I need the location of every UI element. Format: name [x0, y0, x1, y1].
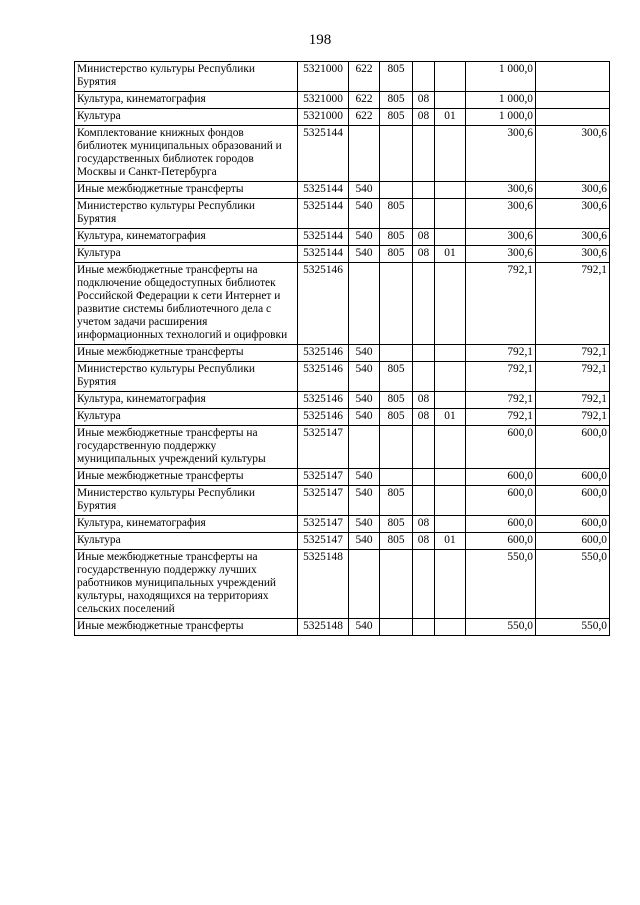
row-admin-code — [380, 182, 413, 199]
row-amount-2: 300,6 — [536, 182, 610, 199]
row-target-code: 5325144 — [298, 126, 349, 182]
row-expense-type: 540 — [349, 246, 380, 263]
row-admin-code — [380, 345, 413, 362]
row-expense-type: 540 — [349, 619, 380, 636]
row-section-code — [413, 345, 435, 362]
row-admin-code — [380, 426, 413, 469]
row-section-code — [413, 550, 435, 619]
row-admin-code: 805 — [380, 229, 413, 246]
row-section-code — [413, 426, 435, 469]
row-expense-type — [349, 126, 380, 182]
row-section-code: 08 — [413, 516, 435, 533]
row-amount-1: 550,0 — [466, 550, 536, 619]
table-row — [75, 182, 610, 199]
row-subsection-code — [435, 126, 466, 182]
table-row — [75, 619, 610, 636]
table-row — [75, 392, 610, 409]
row-target-code: 5325146 — [298, 392, 349, 409]
row-section-code: 08 — [413, 92, 435, 109]
row-expense-type: 540 — [349, 533, 380, 550]
row-name: Культура, кинематография — [75, 516, 298, 533]
row-name: Культура, кинематография — [75, 229, 298, 246]
row-expense-type — [349, 550, 380, 619]
row-subsection-code — [435, 619, 466, 636]
table-row — [75, 516, 610, 533]
row-admin-code: 805 — [380, 92, 413, 109]
row-amount-1: 600,0 — [466, 486, 536, 516]
row-name: Министерство культуры Республики Бурятия — [75, 486, 298, 516]
row-subsection-code — [435, 550, 466, 619]
row-amount-1: 550,0 — [466, 619, 536, 636]
row-expense-type — [349, 426, 380, 469]
row-target-code: 5325144 — [298, 246, 349, 263]
row-target-code: 5325148 — [298, 619, 349, 636]
row-section-code — [413, 619, 435, 636]
row-amount-1: 300,6 — [466, 246, 536, 263]
row-amount-2: 550,0 — [536, 619, 610, 636]
row-admin-code: 805 — [380, 409, 413, 426]
row-amount-1: 792,1 — [466, 362, 536, 392]
row-expense-type: 540 — [349, 362, 380, 392]
row-name: Министерство культуры Республики Бурятия — [75, 199, 298, 229]
row-amount-2: 300,6 — [536, 229, 610, 246]
row-amount-2: 550,0 — [536, 550, 610, 619]
row-subsection-code — [435, 486, 466, 516]
row-subsection-code — [435, 229, 466, 246]
row-target-code: 5325147 — [298, 533, 349, 550]
row-amount-1: 600,0 — [466, 533, 536, 550]
row-admin-code: 805 — [380, 109, 413, 126]
row-name: Иные межбюджетные трансферты на подключение общедоступных библиотек Российской Федерации к сети Интернет и развитие системы библиотечного дела с учетом задачи расширения информационных технологий и оцифровки — [75, 263, 298, 345]
row-section-code: 08 — [413, 229, 435, 246]
row-amount-2: 600,0 — [536, 469, 610, 486]
row-target-code: 5325146 — [298, 362, 349, 392]
table-row — [75, 469, 610, 486]
row-section-code — [413, 62, 435, 92]
row-amount-1: 300,6 — [466, 199, 536, 229]
row-expense-type: 622 — [349, 109, 380, 126]
row-subsection-code — [435, 392, 466, 409]
row-target-code: 5325146 — [298, 263, 349, 345]
row-amount-1: 300,6 — [466, 182, 536, 199]
row-target-code: 5325147 — [298, 516, 349, 533]
row-subsection-code — [435, 92, 466, 109]
row-subsection-code — [435, 516, 466, 533]
row-amount-1: 300,6 — [466, 126, 536, 182]
row-target-code: 5325147 — [298, 469, 349, 486]
row-expense-type: 540 — [349, 486, 380, 516]
table-row — [75, 62, 610, 92]
budget-table — [74, 61, 610, 636]
table-row — [75, 486, 610, 516]
table-row — [75, 533, 610, 550]
row-subsection-code: 01 — [435, 409, 466, 426]
row-amount-2 — [536, 109, 610, 126]
row-target-code: 5321000 — [298, 109, 349, 126]
row-name: Иные межбюджетные трансферты на государственную поддержку муниципальных учреждений культуры — [75, 426, 298, 469]
row-section-code — [413, 362, 435, 392]
row-subsection-code — [435, 182, 466, 199]
row-subsection-code — [435, 345, 466, 362]
row-admin-code — [380, 126, 413, 182]
row-admin-code: 805 — [380, 362, 413, 392]
row-target-code: 5321000 — [298, 92, 349, 109]
row-admin-code: 805 — [380, 533, 413, 550]
row-expense-type: 540 — [349, 409, 380, 426]
row-amount-2 — [536, 92, 610, 109]
row-section-code — [413, 486, 435, 516]
row-subsection-code: 01 — [435, 533, 466, 550]
row-amount-1: 1 000,0 — [466, 62, 536, 92]
row-amount-2 — [536, 62, 610, 92]
table-row — [75, 409, 610, 426]
row-target-code: 5325144 — [298, 229, 349, 246]
row-expense-type: 540 — [349, 229, 380, 246]
row-amount-1: 600,0 — [466, 469, 536, 486]
row-expense-type: 540 — [349, 199, 380, 229]
row-admin-code: 805 — [380, 246, 413, 263]
row-section-code: 08 — [413, 246, 435, 263]
table-row — [75, 92, 610, 109]
table-row — [75, 109, 610, 126]
row-section-code — [413, 182, 435, 199]
row-amount-2: 792,1 — [536, 345, 610, 362]
budget-table-body — [75, 62, 610, 636]
row-expense-type: 540 — [349, 392, 380, 409]
row-amount-2: 600,0 — [536, 426, 610, 469]
row-amount-1: 600,0 — [466, 516, 536, 533]
row-name: Иные межбюджетные трансферты на государственную поддержку лучших работников муниципальных учреждений культуры, находящихся на территориях сельских поселений — [75, 550, 298, 619]
row-admin-code — [380, 469, 413, 486]
row-admin-code: 805 — [380, 392, 413, 409]
table-row — [75, 126, 610, 182]
row-section-code — [413, 263, 435, 345]
row-amount-1: 792,1 — [466, 409, 536, 426]
row-section-code: 08 — [413, 109, 435, 126]
row-admin-code — [380, 263, 413, 345]
row-target-code: 5321000 — [298, 62, 349, 92]
table-row — [75, 229, 610, 246]
row-name: Иные межбюджетные трансферты — [75, 345, 298, 362]
row-subsection-code — [435, 62, 466, 92]
row-subsection-code — [435, 469, 466, 486]
row-section-code: 08 — [413, 533, 435, 550]
row-target-code: 5325147 — [298, 426, 349, 469]
table-row — [75, 362, 610, 392]
row-subsection-code: 01 — [435, 109, 466, 126]
row-amount-1: 1 000,0 — [466, 92, 536, 109]
row-target-code: 5325147 — [298, 486, 349, 516]
page-number: 198 — [308, 32, 332, 48]
row-expense-type: 540 — [349, 469, 380, 486]
row-name: Культура — [75, 109, 298, 126]
table-row — [75, 345, 610, 362]
row-amount-1: 1 000,0 — [466, 109, 536, 126]
row-expense-type: 622 — [349, 92, 380, 109]
row-amount-1: 600,0 — [466, 426, 536, 469]
row-amount-2: 300,6 — [536, 126, 610, 182]
row-name: Культура — [75, 246, 298, 263]
row-expense-type: 540 — [349, 182, 380, 199]
row-amount-2: 792,1 — [536, 362, 610, 392]
row-admin-code: 805 — [380, 486, 413, 516]
row-expense-type: 540 — [349, 345, 380, 362]
row-subsection-code — [435, 362, 466, 392]
table-row — [75, 426, 610, 469]
row-amount-2: 300,6 — [536, 199, 610, 229]
row-target-code: 5325144 — [298, 199, 349, 229]
row-amount-2: 300,6 — [536, 246, 610, 263]
row-admin-code: 805 — [380, 516, 413, 533]
row-admin-code: 805 — [380, 199, 413, 229]
row-subsection-code — [435, 263, 466, 345]
row-amount-2: 600,0 — [536, 533, 610, 550]
row-admin-code — [380, 619, 413, 636]
table-row — [75, 263, 610, 345]
row-name: Комплектование книжных фондов библиотек муниципальных образований и государственных библиотек городов Москвы и Санкт-Петербурга — [75, 126, 298, 182]
row-subsection-code — [435, 199, 466, 229]
row-name: Культура, кинематография — [75, 92, 298, 109]
row-section-code: 08 — [413, 409, 435, 426]
row-name: Культура — [75, 533, 298, 550]
row-amount-1: 300,6 — [466, 229, 536, 246]
row-name: Министерство культуры Республики Бурятия — [75, 362, 298, 392]
row-amount-2: 792,1 — [536, 409, 610, 426]
row-name: Иные межбюджетные трансферты — [75, 469, 298, 486]
row-section-code — [413, 469, 435, 486]
row-admin-code — [380, 550, 413, 619]
row-expense-type — [349, 263, 380, 345]
row-section-code — [413, 199, 435, 229]
table-row — [75, 550, 610, 619]
row-admin-code: 805 — [380, 62, 413, 92]
row-amount-2: 792,1 — [536, 392, 610, 409]
row-amount-1: 792,1 — [466, 263, 536, 345]
table-row — [75, 199, 610, 229]
row-name: Министерство культуры Республики Бурятия — [75, 62, 298, 92]
row-section-code — [413, 126, 435, 182]
row-target-code: 5325146 — [298, 409, 349, 426]
row-target-code: 5325146 — [298, 345, 349, 362]
row-target-code: 5325148 — [298, 550, 349, 619]
table-row — [75, 246, 610, 263]
row-section-code: 08 — [413, 392, 435, 409]
row-expense-type: 540 — [349, 516, 380, 533]
row-name: Культура — [75, 409, 298, 426]
row-name: Культура, кинематография — [75, 392, 298, 409]
row-name: Иные межбюджетные трансферты — [75, 182, 298, 199]
row-subsection-code — [435, 426, 466, 469]
row-amount-2: 792,1 — [536, 263, 610, 345]
row-expense-type: 622 — [349, 62, 380, 92]
row-amount-1: 792,1 — [466, 345, 536, 362]
row-amount-2: 600,0 — [536, 486, 610, 516]
row-amount-2: 600,0 — [536, 516, 610, 533]
row-subsection-code: 01 — [435, 246, 466, 263]
row-name: Иные межбюджетные трансферты — [75, 619, 298, 636]
row-target-code: 5325144 — [298, 182, 349, 199]
row-amount-1: 792,1 — [466, 392, 536, 409]
